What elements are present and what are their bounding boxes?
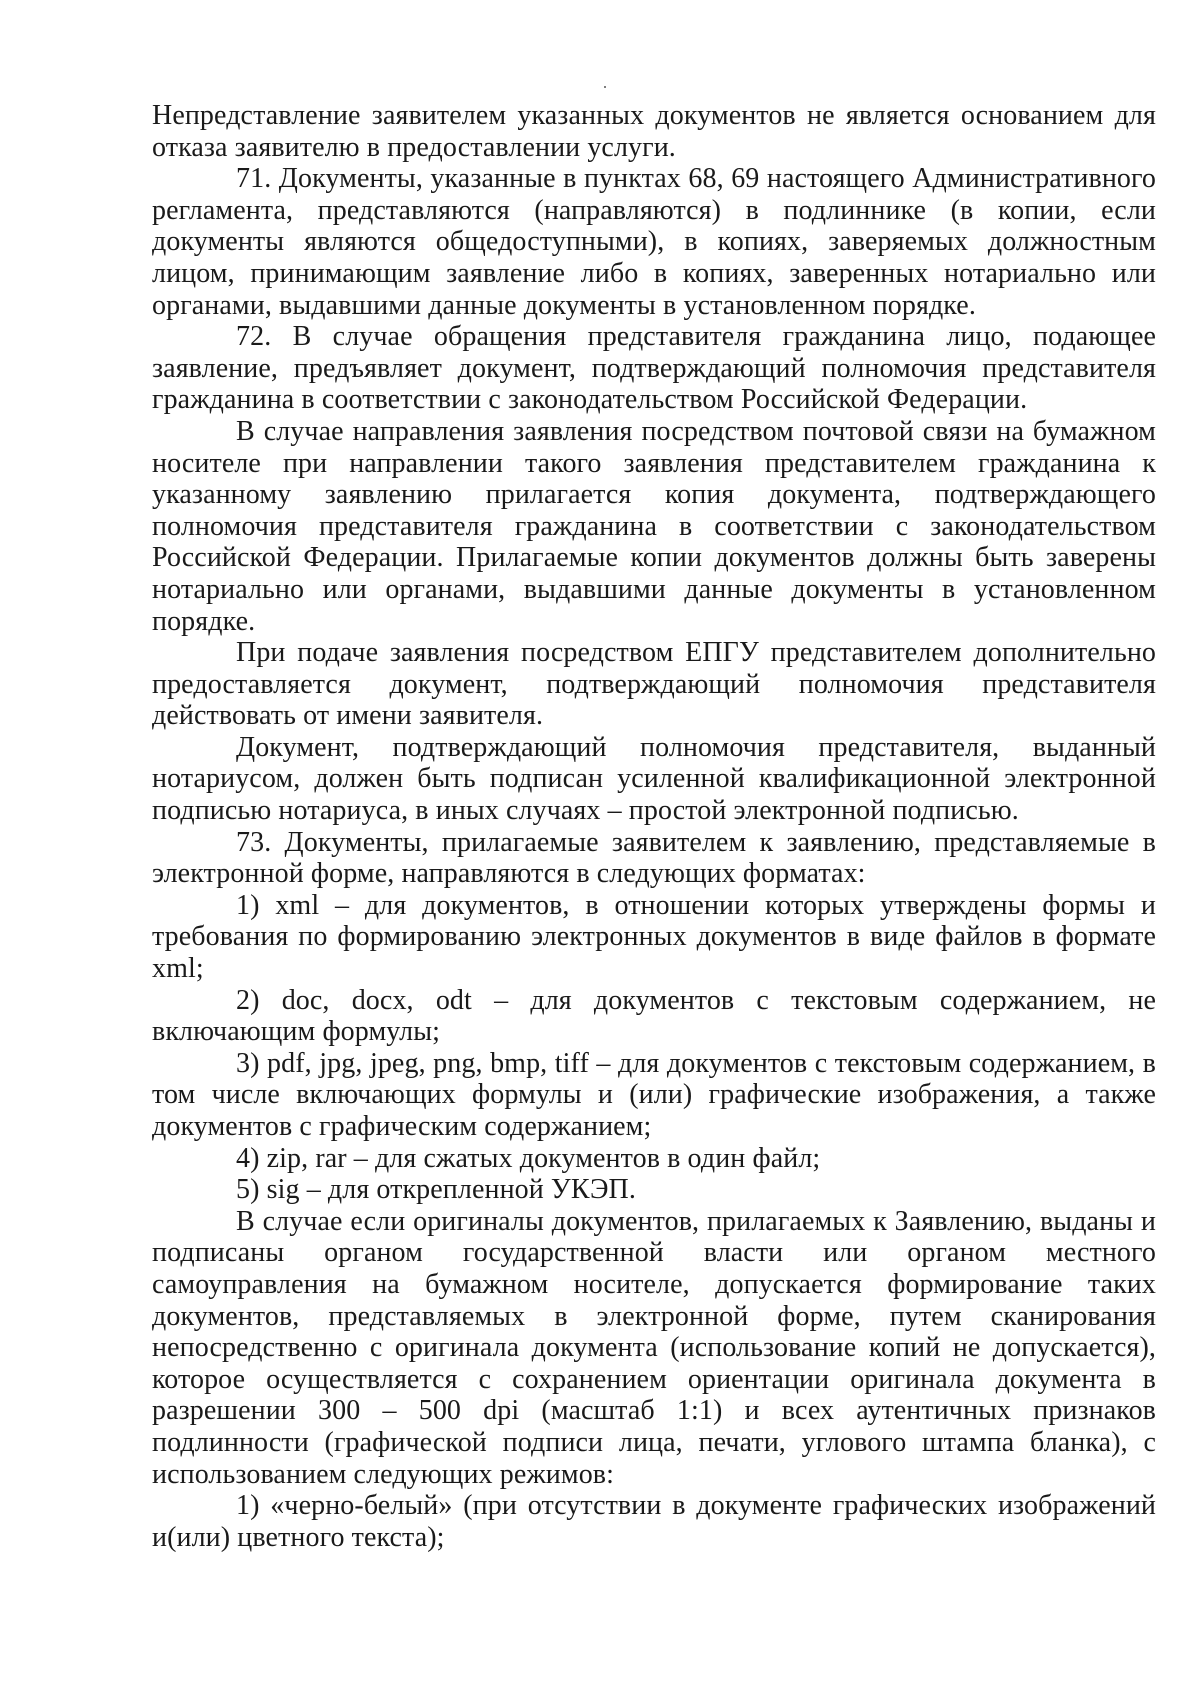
list-item-doc: 2) doc, docx, odt – для документов с текстовым содержанием, не включающим формулы; xyxy=(152,984,1156,1048)
document-body xyxy=(152,100,1156,1553)
paragraph-postal-submission: В случае направления заявления посредством почтовой связи на бумажном носителе при направлении такого заявления представителем гражданина к указанному заявлению прилагается копия документа, подтверждающего полномочия представителя гражданина в соответствии с законодательством Российской Федерации. Прилагаемые копии документов должны быть заверены нотариально или органами, выдавшими данные документы в установленном порядке. xyxy=(152,415,1156,637)
list-item-zip: 4) zip, rar – для сжатых документов в один файл; xyxy=(236,1142,821,1174)
paragraph-non-submission: Непредставление заявителем указанных документов не является основанием для отказа заявителю в предоставлении услуги. xyxy=(152,100,1156,163)
paragraph-epgu-submission: При подаче заявления посредством ЕПГУ представителем дополнительно предоставляется документ, подтверждающий полномочия представителя действовать от имени заявителя. xyxy=(152,637,1156,732)
list-item-pdf: 3) pdf, jpg, jpeg, png, bmp, tiff – для документов с текстовым содержанием, в том числе включающих формулы и (или) графические изображения, а также документов с графическим содержанием; xyxy=(152,1047,1156,1142)
paragraph-73: 73. Документы, прилагаемые заявителем к заявлению, представляемые в электронной форме, направляются в следующих форматах: xyxy=(152,826,1156,890)
list-item-black-white: 1) «черно-белый» (при отсутствии в документе графических изображений и(или) цветного текста); xyxy=(152,1490,1156,1553)
scan-speck xyxy=(604,86,606,88)
list-item-sig: 5) sig – для открепленной УКЭП. xyxy=(236,1174,636,1206)
paragraph-71: 71. Документы, указанные в пунктах 68, 69 настоящего Административного регламента, представляются (направляются) в подлиннике (в копии, если документы являются общедоступными), в копиях, заверяемых должностным лицом, принимающим заявление либо в копиях, заверенных нотариально или органами, выдавшими данные документы в установленном порядке. xyxy=(152,163,1156,321)
paragraph-scanning: В случае если оригиналы документов, прилагаемых к Заявлению, выданы и подписаны органом государственной власти или органом местного самоуправления на бумажном носителе, допускается формирование таких документов, представляемых в электронной форме, путем сканирования непосредственно с оригинала документа (использование копий не допускается), которое осуществляется с сохранением ориентации оригинала документа в разрешении 300 – 500 dpi (масштаб 1:1) и всех аутентичных признаков подлинности (графической подписи лица, печати, углового штампа бланка), с использованием следующих режимов: xyxy=(152,1205,1156,1490)
list-item-xml: 1) xml – для документов, в отношении которых утверждены формы и требования по формированию электронных документов в виде файлов в формате xml; xyxy=(152,889,1156,985)
paragraph-notary-signature: Документ, подтверждающий полномочия представителя, выданный нотариусом, должен быть подписан усиленной квалификационной электронной подписью нотариуса, в иных случаях – простой электронной подписью. xyxy=(152,731,1156,827)
paragraph-72: 72. В случае обращения представителя гражданина лицо, подающее заявление, предъявляет документ, подтверждающий полномочия представителя гражданина в соответствии с законодательством Российской Федерации. xyxy=(152,321,1156,416)
